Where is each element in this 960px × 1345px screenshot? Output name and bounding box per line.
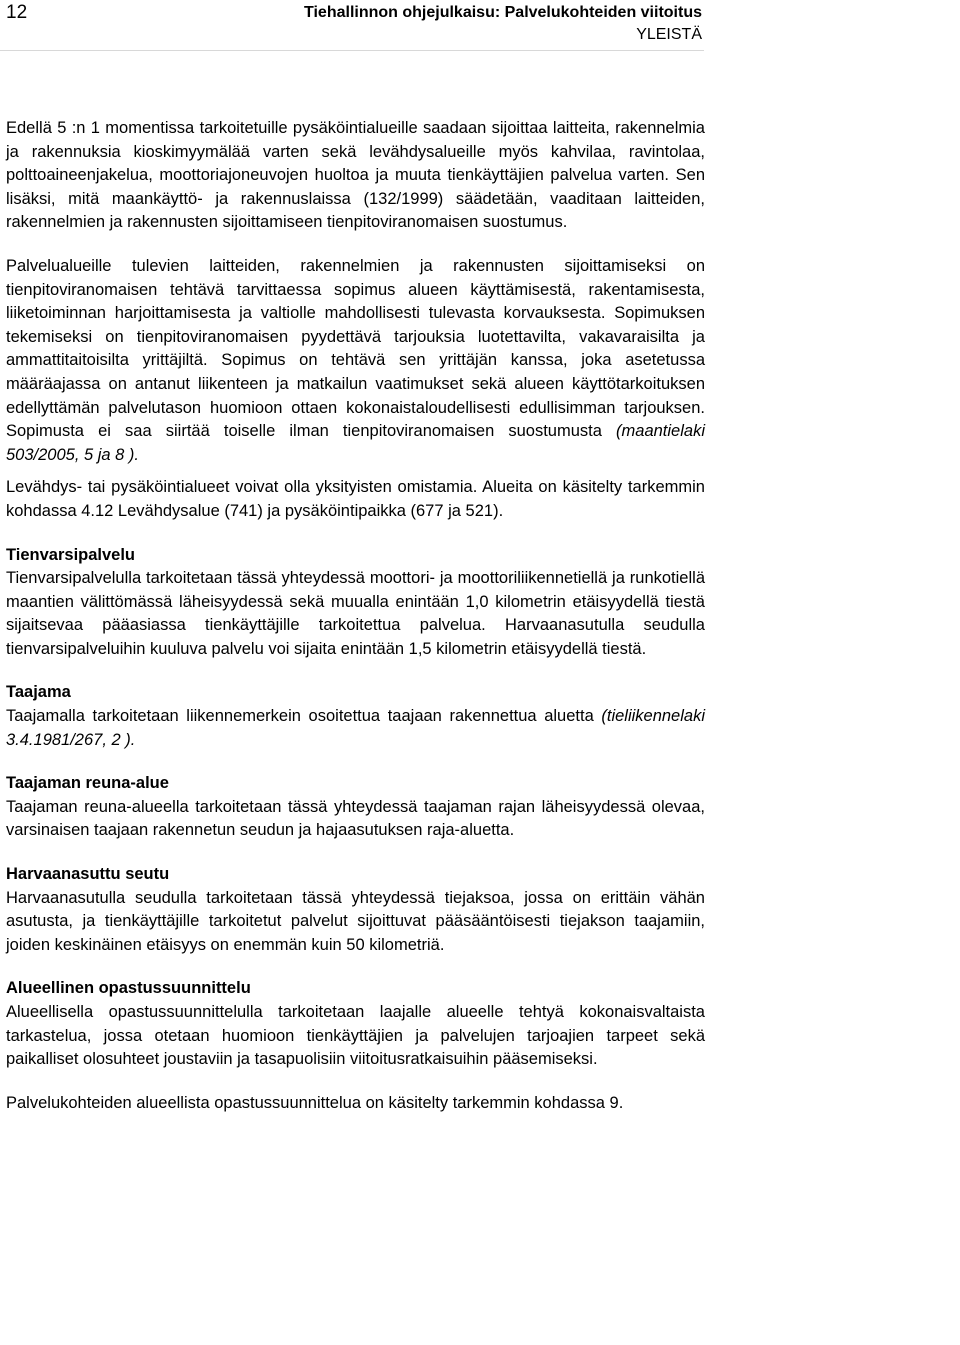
law-reference: (maantielaki 503/2005, 5 ja 8 ). [6,422,705,464]
heading-taajama: Taajama [6,683,71,702]
definition-taajama [6,705,705,752]
header-divider [0,50,704,51]
heading-harvaanasuttu-seutu: Harvaanasuttu seutu [6,865,170,884]
definition-tienvarsipalvelu: Tienvarsipalvelulla tarkoitetaan tässä yhteydessä moottori- ja moottoriliikennetiellä ja runkotiellä maantien välittömässä läheisyydessä sekä muualla enintään 1,0 kilometrin etäisyydellä tiestä sijaitsevaa pääasiassa tienkäyttäjille tarkoitettua palvelua. Harvaanasutulla seudulla tienvarsipalveluihin kuuluva palvelu voi sijaita enintään 1,5 kilometrin etäisyydellä tiestä. [6,569,705,658]
definition-taajaman-reuna-alue: Taajaman reuna-alueella tarkoitetaan tässä yhteydessä taajaman rajan läheisyydessä olevaa, varsinaisen taajaan rakennetun seudun ja hajaasutuksen raja-aluetta. [6,797,705,840]
paragraph-parking-areas: Edellä 5 :n 1 momentissa tarkoitetuille pysäköintialueille saadaan sijoittaa laitteita, rakennelmia ja rakennuksia kioskimyymälää varten sekä levähdysalueille myös kahvilaa, ravintolaa, polttoaineenjakelua, moottoriajoneuvojen huoltoa ja muuta tienkäyttäjien palvelua varten. Sen lisäksi, mitä maankäyttö- ja rakennuslaissa (132/1999) säädetään, vaaditaan laitteiden, rakennelmien ja rakennusten sijoittamiseen tienpitoviranomaisen suostumus. [6,119,705,232]
paragraph-service-areas-text: Palvelualueille tulevien laitteiden, rakennelmien ja rakennusten sijoittamiseksi on tienpitoviranomaisen tehtävä tarvittaessa sopimus alueen käyttämisestä, rakentamisesta, liiketoiminnan harjoittamisesta ja valtiolle mahdollisesti tulevasta korvauksesta. Sopimuksen tekemiseksi on tienpitoviranomaisen pyydettävä tarjouksia luotettavilta, vakavaraisilta ja ammattitaitoisilta yrittäjiltä. Sopimus on tehtävä sen yrittäjän kanssa, joka asetetussa määräajassa on antanut liikenteen ja matkailun vaatimukset sekä alueen käyttötarkoituksen edellyttämän palvelutason huomioon ottaen kokonaistaloudellisesti edullisimman tarjouksen. Sopimusta ei saa siirtää toiselle ilman tienpitoviranomaisen suostumusta [6,256,705,441]
paragraph-service-areas [6,255,705,467]
paragraph-rest-areas: Levähdys- tai pysäköintialueet voivat olla yksityisten omistamia. Alueita on käsitelty tarkemmin kohdassa 4.12 Levähdysalue (741) ja pysäköintipaikka (677 ja 521). [6,478,705,520]
section-label: YLEISTÄ [636,26,702,43]
definition-harvaanasuttu-seutu: Harvaanasutulla seudulla tarkoitetaan tässä yhteydessä tiejaksoa, jossa on erittäin vähän asutusta, ja tienkäyttäjille tarkoitetut palvelut sijoittuvat pääsääntöisesti tiejakson taajamiin, joiden keskinäinen etäisyys on enemmän kuin 50 kilometriä. [6,888,705,954]
page-number: 12 [6,2,28,23]
definition-alueellinen-opastussuunnittelu: Alueellisella opastussuunnittelulla tarkoitetaan laajalle alueelle tehtyä kokonaisvaltaista tarkastelua, jossa otetaan huomioon tienkäyttäjien ja palvelujen tarjoajien tarpeet sekä paikalliset olosuhteet joustaviin ja tasapuolisiin viitoitusratkaisuihin pääsemiseksi. [6,1003,705,1069]
law-reference: (tieliikennelaki 3.4.1981/267, 2 ). [6,707,705,749]
running-header [304,2,702,46]
heading-taajaman-reuna-alue: Taajaman reuna-alue [6,774,169,793]
heading-alueellinen-opastussuunnittelu: Alueellinen opastussuunnittelu [6,979,251,998]
closing-paragraph: Palvelukohteiden alueellista opastussuunnittelua on käsitelty tarkemmin kohdassa 9. [6,1093,624,1112]
publication-title: Tiehallinnon ohjejulkaisu: Palvelukohteiden viitoitus [304,4,702,21]
document-body [6,117,705,1115]
definition-taajama-text: Taajamalla tarkoitetaan liikennemerkein osoitettua taajaan rakennettua aluetta [6,707,602,726]
heading-tienvarsipalvelu: Tienvarsipalvelu [6,545,136,564]
